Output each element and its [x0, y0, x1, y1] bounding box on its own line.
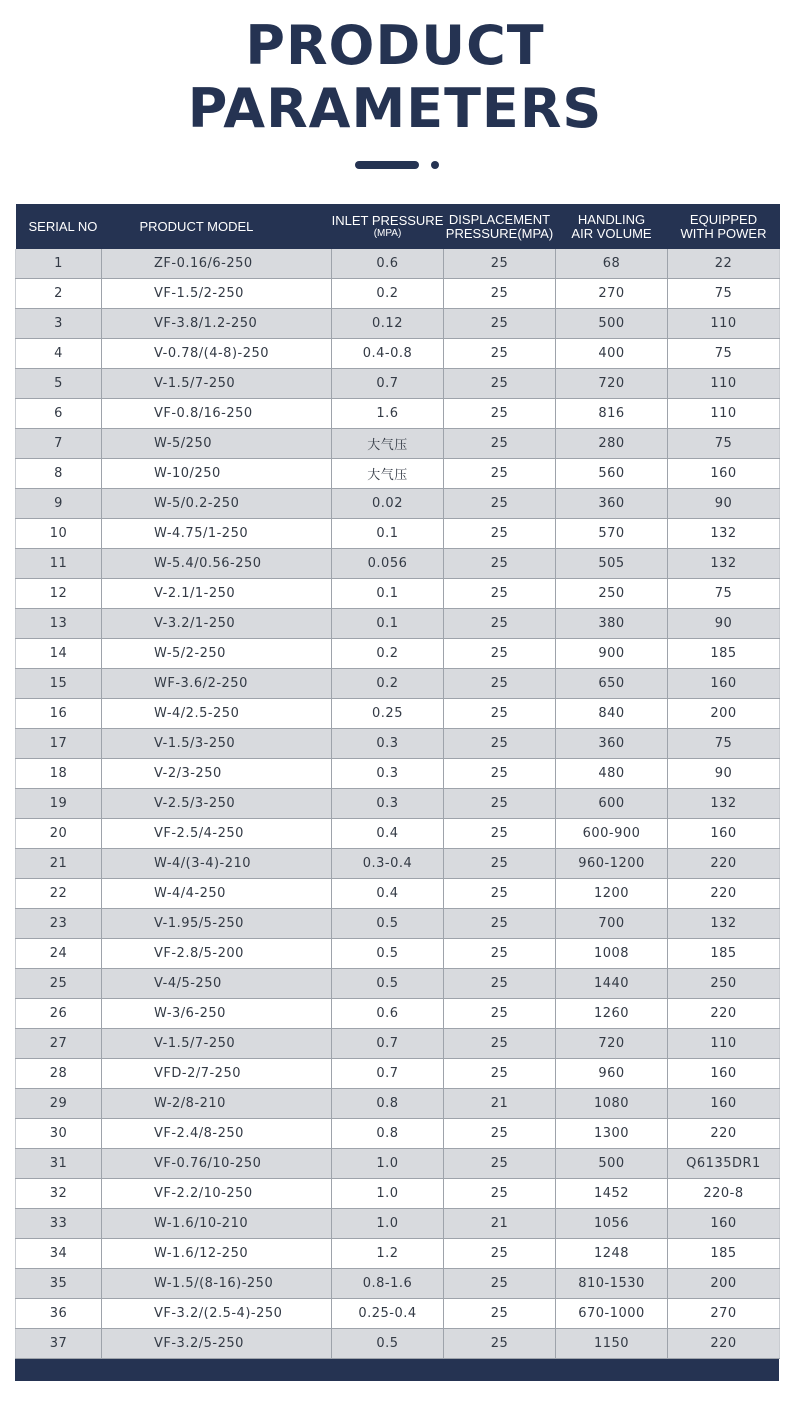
header-displacement-pressure: [444, 204, 556, 249]
table-row: [16, 1299, 780, 1329]
cell-inlet-pressure: 0.2: [332, 669, 444, 699]
cell-product-model: V-3.2/1-250: [102, 609, 332, 639]
cell-equipped-power: 160: [668, 819, 780, 849]
table-row: [16, 939, 780, 969]
header-serial-no: SERIAL NO: [16, 204, 102, 249]
table-row: [16, 1119, 780, 1149]
cell-air-volume: 1300: [556, 1119, 668, 1149]
cell-displacement-pressure: 25: [444, 639, 556, 669]
cell-displacement-pressure: 25: [444, 1329, 556, 1359]
cell-serial-no: 33: [16, 1209, 102, 1239]
cell-serial-no: 1: [16, 249, 102, 279]
cell-air-volume: 650: [556, 669, 668, 699]
cell-equipped-power: 220: [668, 849, 780, 879]
cell-air-volume: 380: [556, 609, 668, 639]
cell-product-model: W-4.75/1-250: [102, 519, 332, 549]
cell-displacement-pressure: 25: [444, 429, 556, 459]
cell-air-volume: 600-900: [556, 819, 668, 849]
table-row: [16, 1059, 780, 1089]
cell-product-model: W-4/(3-4)-210: [102, 849, 332, 879]
cell-product-model: V-0.78/(4-8)-250: [102, 339, 332, 369]
cell-serial-no: 26: [16, 999, 102, 1029]
cell-displacement-pressure: 25: [444, 309, 556, 339]
cell-equipped-power: 132: [668, 519, 780, 549]
header-power-line-1: EQUIPPED: [689, 211, 758, 227]
cell-product-model: W-4/2.5-250: [102, 699, 332, 729]
cell-air-volume: 1008: [556, 939, 668, 969]
cell-displacement-pressure: 25: [444, 399, 556, 429]
cell-air-volume: 250: [556, 579, 668, 609]
cell-equipped-power: 90: [668, 759, 780, 789]
table-row: [16, 279, 780, 309]
cell-air-volume: 840: [556, 699, 668, 729]
cell-serial-no: 23: [16, 909, 102, 939]
cell-inlet-pressure: 0.3: [332, 729, 444, 759]
table-row: [16, 1239, 780, 1269]
cell-inlet-pressure: 0.7: [332, 1029, 444, 1059]
cell-displacement-pressure: 21: [444, 1089, 556, 1119]
cell-product-model: V-1.5/7-250: [102, 1029, 332, 1059]
table-row: [16, 639, 780, 669]
cell-serial-no: 4: [16, 339, 102, 369]
cell-inlet-pressure: 0.8-1.6: [332, 1269, 444, 1299]
cell-product-model: ZF-0.16/6-250: [102, 249, 332, 279]
cell-equipped-power: 75: [668, 729, 780, 759]
cell-inlet-pressure: 0.3: [332, 789, 444, 819]
cell-air-volume: 480: [556, 759, 668, 789]
cell-displacement-pressure: 25: [444, 519, 556, 549]
cell-inlet-pressure: 0.1: [332, 609, 444, 639]
cell-air-volume: 1260: [556, 999, 668, 1029]
table-row: [16, 249, 780, 279]
cell-product-model: V-2.1/1-250: [102, 579, 332, 609]
table-row: [16, 879, 780, 909]
table-row: [16, 759, 780, 789]
table-body: [16, 249, 780, 1359]
table-row: [16, 789, 780, 819]
cell-product-model: VF-1.5/2-250: [102, 279, 332, 309]
cell-air-volume: 400: [556, 339, 668, 369]
cell-air-volume: 600: [556, 789, 668, 819]
cell-inlet-pressure: 0.02: [332, 489, 444, 519]
table-row: [16, 489, 780, 519]
cell-displacement-pressure: 25: [444, 1119, 556, 1149]
cell-equipped-power: 220: [668, 879, 780, 909]
cell-inlet-pressure: 0.4-0.8: [332, 339, 444, 369]
cell-air-volume: 68: [556, 249, 668, 279]
cell-air-volume: 270: [556, 279, 668, 309]
cell-inlet-pressure: 0.4: [332, 879, 444, 909]
cell-air-volume: 810-1530: [556, 1269, 668, 1299]
cell-product-model: WF-3.6/2-250: [102, 669, 332, 699]
table-row: [16, 729, 780, 759]
cell-displacement-pressure: 25: [444, 819, 556, 849]
table-row: [16, 1149, 780, 1179]
cell-product-model: W-2/8-210: [102, 1089, 332, 1119]
cell-equipped-power: 75: [668, 429, 780, 459]
cell-product-model: VF-3.8/1.2-250: [102, 309, 332, 339]
cell-equipped-power: 75: [668, 339, 780, 369]
cell-displacement-pressure: 25: [444, 849, 556, 879]
cell-displacement-pressure: 25: [444, 1239, 556, 1269]
cell-serial-no: 7: [16, 429, 102, 459]
header-inlet-pressure-unit: (MPA): [373, 228, 402, 239]
cell-serial-no: 30: [16, 1119, 102, 1149]
cell-inlet-pressure: 0.7: [332, 369, 444, 399]
cell-air-volume: 1452: [556, 1179, 668, 1209]
table-header: [16, 204, 780, 249]
cell-inlet-pressure: 0.25: [332, 699, 444, 729]
cell-air-volume: 570: [556, 519, 668, 549]
cell-equipped-power: 110: [668, 399, 780, 429]
cell-serial-no: 17: [16, 729, 102, 759]
table-row: [16, 399, 780, 429]
cell-product-model: V-1.5/3-250: [102, 729, 332, 759]
cell-air-volume: 500: [556, 309, 668, 339]
parameters-table-container: [15, 204, 779, 1381]
cell-equipped-power: 270: [668, 1299, 780, 1329]
cell-product-model: W-3/6-250: [102, 999, 332, 1029]
cell-inlet-pressure: 大气压: [332, 429, 444, 459]
cell-air-volume: 720: [556, 1029, 668, 1059]
cell-displacement-pressure: 25: [444, 279, 556, 309]
cell-displacement-pressure: 25: [444, 609, 556, 639]
cell-inlet-pressure: 1.0: [332, 1179, 444, 1209]
cell-inlet-pressure: 1.0: [332, 1149, 444, 1179]
table-row: [16, 1089, 780, 1119]
header-power-line-2: WITH POWER: [680, 225, 767, 241]
cell-inlet-pressure: 0.3-0.4: [332, 849, 444, 879]
table-row: [16, 309, 780, 339]
cell-air-volume: 816: [556, 399, 668, 429]
cell-serial-no: 16: [16, 699, 102, 729]
cell-inlet-pressure: 1.2: [332, 1239, 444, 1269]
cell-inlet-pressure: 0.1: [332, 579, 444, 609]
table-row: [16, 579, 780, 609]
cell-inlet-pressure: 0.5: [332, 969, 444, 999]
header-air-volume-line-2: AIR VOLUME: [571, 225, 652, 241]
table-footer-bar: [15, 1359, 779, 1381]
cell-displacement-pressure: 25: [444, 699, 556, 729]
cell-inlet-pressure: 0.4: [332, 819, 444, 849]
cell-equipped-power: 220-8: [668, 1179, 780, 1209]
cell-air-volume: 960-1200: [556, 849, 668, 879]
cell-equipped-power: 75: [668, 579, 780, 609]
cell-product-model: VFD-2/7-250: [102, 1059, 332, 1089]
parameters-table: [15, 204, 780, 1359]
cell-displacement-pressure: 25: [444, 459, 556, 489]
cell-inlet-pressure: 0.8: [332, 1089, 444, 1119]
cell-product-model: W-5/0.2-250: [102, 489, 332, 519]
cell-air-volume: 500: [556, 1149, 668, 1179]
cell-inlet-pressure: 0.1: [332, 519, 444, 549]
cell-product-model: W-1.5/(8-16)-250: [102, 1269, 332, 1299]
cell-serial-no: 20: [16, 819, 102, 849]
title-underline-bar: [355, 161, 419, 169]
table-row: [16, 999, 780, 1029]
cell-equipped-power: 110: [668, 1029, 780, 1059]
table-row: [16, 1269, 780, 1299]
cell-equipped-power: 22: [668, 249, 780, 279]
cell-product-model: W-1.6/10-210: [102, 1209, 332, 1239]
cell-serial-no: 5: [16, 369, 102, 399]
cell-serial-no: 6: [16, 399, 102, 429]
cell-displacement-pressure: 25: [444, 759, 556, 789]
cell-inlet-pressure: 0.5: [332, 939, 444, 969]
cell-serial-no: 12: [16, 579, 102, 609]
table-row: [16, 1329, 780, 1359]
cell-displacement-pressure: 25: [444, 879, 556, 909]
cell-equipped-power: 160: [668, 1059, 780, 1089]
cell-air-volume: 1150: [556, 1329, 668, 1359]
cell-product-model: W-1.6/12-250: [102, 1239, 332, 1269]
cell-serial-no: 10: [16, 519, 102, 549]
cell-serial-no: 25: [16, 969, 102, 999]
cell-serial-no: 3: [16, 309, 102, 339]
cell-equipped-power: 90: [668, 489, 780, 519]
cell-displacement-pressure: 25: [444, 369, 556, 399]
cell-inlet-pressure: 0.12: [332, 309, 444, 339]
header-inlet-pressure-label: INLET PRESSURE: [331, 213, 444, 228]
cell-inlet-pressure: 0.8: [332, 1119, 444, 1149]
header-product-model: PRODUCT MODEL: [102, 204, 332, 249]
cell-equipped-power: 90: [668, 609, 780, 639]
table-row: [16, 429, 780, 459]
header-displacement-line-1: DISPLACEMENT: [448, 211, 551, 227]
cell-product-model: VF-3.2/(2.5-4)-250: [102, 1299, 332, 1329]
cell-air-volume: 1440: [556, 969, 668, 999]
cell-serial-no: 35: [16, 1269, 102, 1299]
cell-displacement-pressure: 25: [444, 1179, 556, 1209]
cell-inlet-pressure: 0.2: [332, 639, 444, 669]
cell-air-volume: 280: [556, 429, 668, 459]
title-underline-dot: [431, 161, 439, 169]
cell-serial-no: 13: [16, 609, 102, 639]
cell-displacement-pressure: 25: [444, 489, 556, 519]
cell-inlet-pressure: 0.5: [332, 909, 444, 939]
cell-product-model: W-5.4/0.56-250: [102, 549, 332, 579]
cell-product-model: W-5/2-250: [102, 639, 332, 669]
cell-equipped-power: 200: [668, 1269, 780, 1299]
cell-air-volume: 720: [556, 369, 668, 399]
cell-equipped-power: 110: [668, 309, 780, 339]
cell-equipped-power: 185: [668, 939, 780, 969]
cell-displacement-pressure: 25: [444, 1059, 556, 1089]
cell-serial-no: 15: [16, 669, 102, 699]
table-row: [16, 339, 780, 369]
cell-serial-no: 9: [16, 489, 102, 519]
cell-serial-no: 27: [16, 1029, 102, 1059]
cell-air-volume: 670-1000: [556, 1299, 668, 1329]
cell-displacement-pressure: 25: [444, 249, 556, 279]
cell-air-volume: 1200: [556, 879, 668, 909]
cell-air-volume: 560: [556, 459, 668, 489]
table-row: [16, 1029, 780, 1059]
cell-inlet-pressure: 1.0: [332, 1209, 444, 1239]
cell-equipped-power: 75: [668, 279, 780, 309]
cell-equipped-power: 185: [668, 639, 780, 669]
cell-air-volume: 505: [556, 549, 668, 579]
cell-air-volume: 960: [556, 1059, 668, 1089]
cell-serial-no: 37: [16, 1329, 102, 1359]
cell-serial-no: 19: [16, 789, 102, 819]
cell-inlet-pressure: 0.6: [332, 999, 444, 1029]
cell-displacement-pressure: 25: [444, 1029, 556, 1059]
cell-displacement-pressure: 25: [444, 939, 556, 969]
cell-air-volume: 1080: [556, 1089, 668, 1119]
cell-serial-no: 24: [16, 939, 102, 969]
cell-air-volume: 1056: [556, 1209, 668, 1239]
cell-product-model: V-2.5/3-250: [102, 789, 332, 819]
cell-inlet-pressure: 0.056: [332, 549, 444, 579]
cell-inlet-pressure: 0.25-0.4: [332, 1299, 444, 1329]
cell-serial-no: 18: [16, 759, 102, 789]
cell-displacement-pressure: 21: [444, 1209, 556, 1239]
cell-product-model: W-10/250: [102, 459, 332, 489]
table-row: [16, 549, 780, 579]
cell-product-model: VF-2.5/4-250: [102, 819, 332, 849]
cell-displacement-pressure: 25: [444, 669, 556, 699]
cell-serial-no: 2: [16, 279, 102, 309]
table-row: [16, 609, 780, 639]
table-row: [16, 819, 780, 849]
table-row: [16, 1179, 780, 1209]
cell-inlet-pressure: 0.2: [332, 279, 444, 309]
cell-equipped-power: 220: [668, 1119, 780, 1149]
cell-serial-no: 34: [16, 1239, 102, 1269]
cell-product-model: VF-2.8/5-200: [102, 939, 332, 969]
cell-serial-no: 14: [16, 639, 102, 669]
cell-equipped-power: 160: [668, 459, 780, 489]
page-title-line-1: PRODUCT: [245, 14, 545, 77]
cell-air-volume: 900: [556, 639, 668, 669]
cell-displacement-pressure: 25: [444, 579, 556, 609]
cell-product-model: V-1.5/7-250: [102, 369, 332, 399]
table-row: [16, 969, 780, 999]
cell-equipped-power: 160: [668, 669, 780, 699]
table-row: [16, 369, 780, 399]
cell-displacement-pressure: 25: [444, 999, 556, 1029]
cell-inlet-pressure: 0.5: [332, 1329, 444, 1359]
cell-product-model: VF-3.2/5-250: [102, 1329, 332, 1359]
cell-serial-no: 31: [16, 1149, 102, 1179]
cell-equipped-power: 220: [668, 999, 780, 1029]
table-row: [16, 519, 780, 549]
cell-serial-no: 22: [16, 879, 102, 909]
cell-displacement-pressure: 25: [444, 1149, 556, 1179]
cell-displacement-pressure: 25: [444, 969, 556, 999]
cell-product-model: VF-2.4/8-250: [102, 1119, 332, 1149]
cell-displacement-pressure: 25: [444, 909, 556, 939]
header-inlet-pressure: [332, 204, 444, 249]
cell-inlet-pressure: 1.6: [332, 399, 444, 429]
cell-air-volume: 1248: [556, 1239, 668, 1269]
cell-displacement-pressure: 25: [444, 549, 556, 579]
cell-equipped-power: 185: [668, 1239, 780, 1269]
cell-product-model: VF-0.76/10-250: [102, 1149, 332, 1179]
table-row: [16, 459, 780, 489]
cell-air-volume: 360: [556, 489, 668, 519]
cell-equipped-power: 132: [668, 909, 780, 939]
cell-displacement-pressure: 25: [444, 1269, 556, 1299]
page-title-line-2: PARAMETERS: [187, 77, 603, 140]
cell-air-volume: 360: [556, 729, 668, 759]
cell-serial-no: 36: [16, 1299, 102, 1329]
cell-displacement-pressure: 25: [444, 1299, 556, 1329]
cell-equipped-power: 132: [668, 789, 780, 819]
cell-equipped-power: 110: [668, 369, 780, 399]
cell-product-model: W-5/250: [102, 429, 332, 459]
table-row: [16, 909, 780, 939]
header-handling-air-volume: [556, 204, 668, 249]
table-row: [16, 699, 780, 729]
cell-equipped-power: 160: [668, 1089, 780, 1119]
cell-product-model: V-1.95/5-250: [102, 909, 332, 939]
cell-equipped-power: 250: [668, 969, 780, 999]
cell-product-model: V-2/3-250: [102, 759, 332, 789]
table-row: [16, 849, 780, 879]
cell-equipped-power: 160: [668, 1209, 780, 1239]
cell-displacement-pressure: 25: [444, 729, 556, 759]
cell-product-model: VF-0.8/16-250: [102, 399, 332, 429]
cell-serial-no: 28: [16, 1059, 102, 1089]
cell-product-model: V-4/5-250: [102, 969, 332, 999]
cell-serial-no: 8: [16, 459, 102, 489]
cell-product-model: VF-2.2/10-250: [102, 1179, 332, 1209]
cell-equipped-power: 132: [668, 549, 780, 579]
table-row: [16, 1209, 780, 1239]
header-displacement-line-2: PRESSURE(MPA): [445, 225, 554, 241]
cell-serial-no: 29: [16, 1089, 102, 1119]
cell-equipped-power: 200: [668, 699, 780, 729]
cell-displacement-pressure: 25: [444, 339, 556, 369]
cell-equipped-power: Q6135DR1: [668, 1149, 780, 1179]
cell-product-model: W-4/4-250: [102, 879, 332, 909]
cell-inlet-pressure: 0.3: [332, 759, 444, 789]
cell-inlet-pressure: 大气压: [332, 459, 444, 489]
cell-inlet-pressure: 0.6: [332, 249, 444, 279]
header-equipped-power: [668, 204, 780, 249]
cell-equipped-power: 220: [668, 1329, 780, 1359]
header-air-volume-line-1: HANDLING: [577, 211, 646, 227]
cell-displacement-pressure: 25: [444, 789, 556, 819]
cell-serial-no: 21: [16, 849, 102, 879]
cell-inlet-pressure: 0.7: [332, 1059, 444, 1089]
cell-serial-no: 11: [16, 549, 102, 579]
cell-serial-no: 32: [16, 1179, 102, 1209]
table-row: [16, 669, 780, 699]
cell-air-volume: 700: [556, 909, 668, 939]
